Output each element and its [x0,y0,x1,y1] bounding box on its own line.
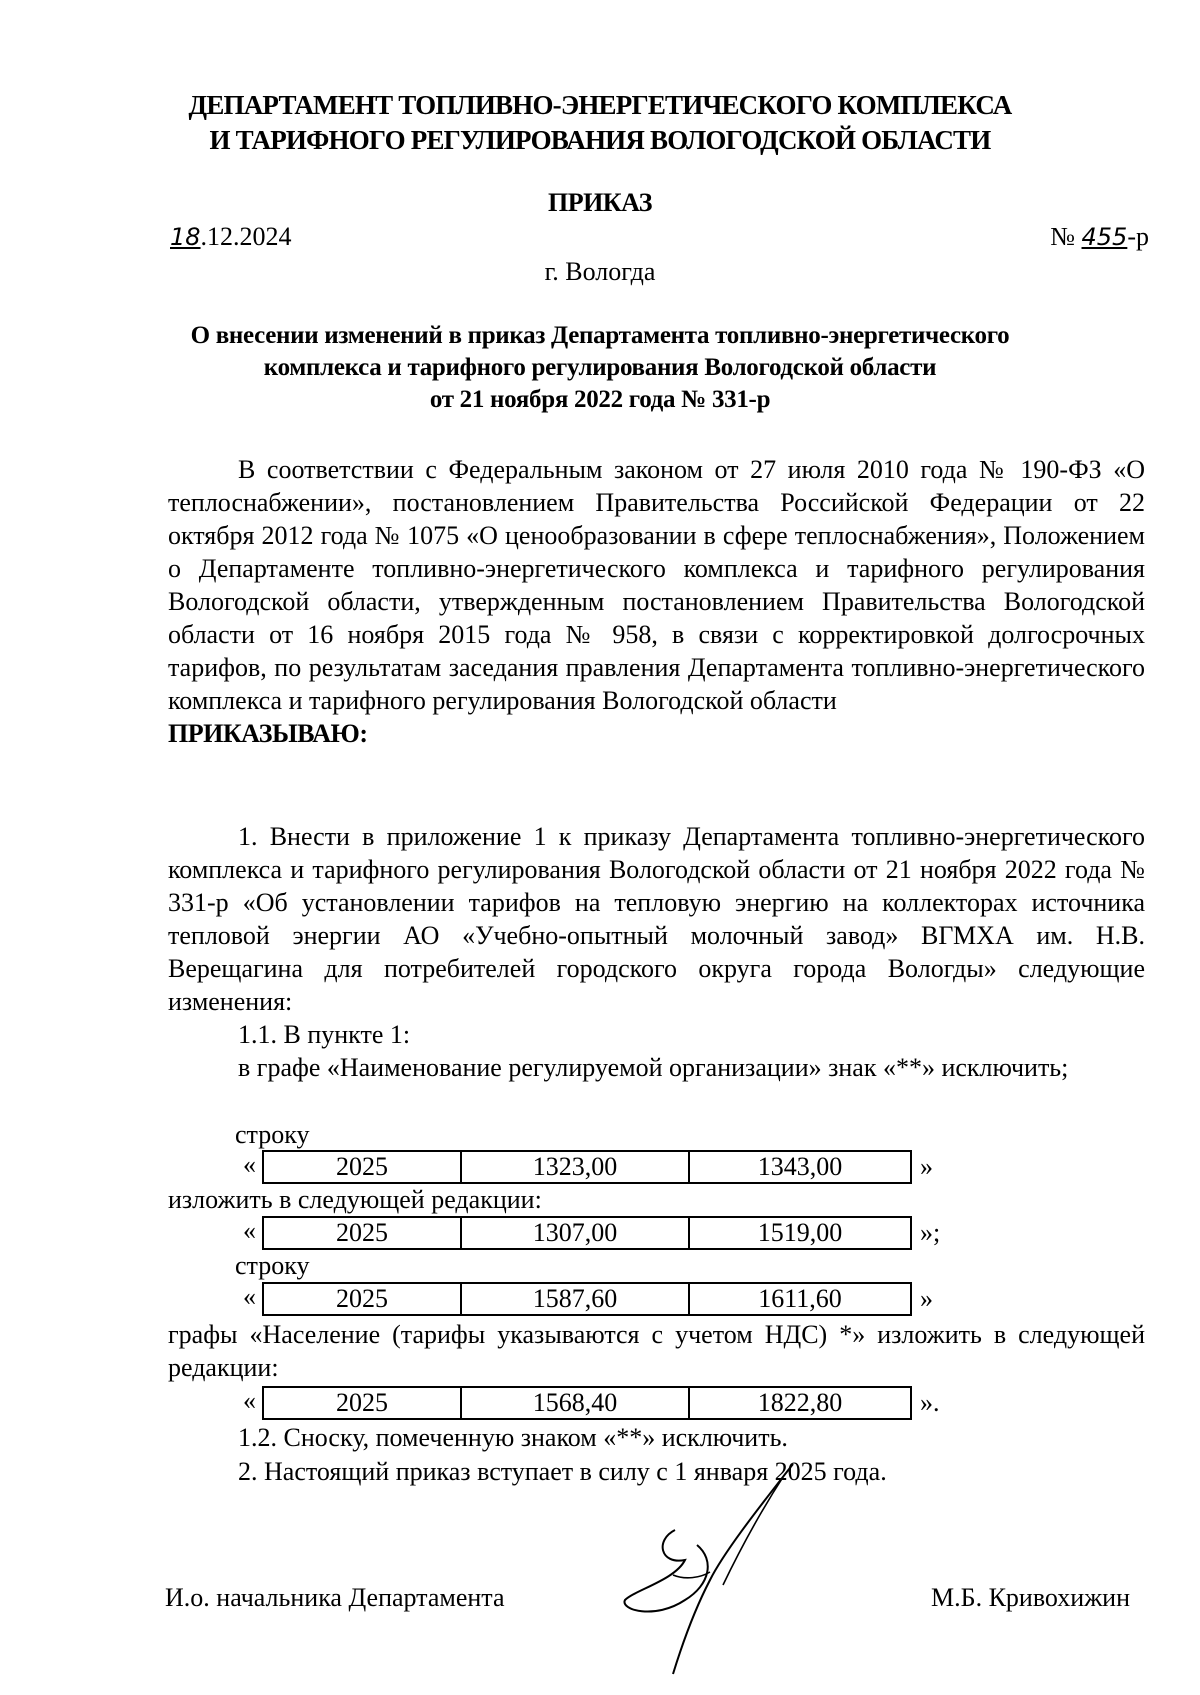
cell-value-2: 1343,00 [689,1151,911,1183]
quote-close: »; [920,1218,941,1247]
date-day-handwritten: 18 [170,223,201,251]
graph-text-block [168,1318,1145,1384]
order-word: ПРИКАЗЫВАЮ: [168,719,368,748]
cell-year: 2025 [263,1283,461,1315]
signatory-name: М.Б. Кривохижин [931,1583,1130,1612]
row-label-2: строку [235,1251,310,1280]
header-line-1: ДЕПАРТАМЕНТ ТОПЛИВНО-ЭНЕРГЕТИЧЕСКОГО КОМПЛЕКСА [188,90,1012,120]
tariff-row-new-2 [262,1386,912,1420]
city: г. Вологда [544,257,656,286]
cell-value-2: 1519,00 [689,1217,911,1249]
graph-text: графы «Население (тарифы указываются с учетом НДС) *» изложить в следующей редакции: [168,1320,1145,1382]
cell-value-1: 1587,60 [461,1283,689,1315]
cell-value-2: 1822,80 [689,1387,911,1419]
number-suffix: -р [1127,222,1149,251]
quote-open: « [243,1150,256,1179]
quote-open: « [243,1386,256,1415]
number-value-handwritten: 455 [1081,223,1128,251]
cell-value-1: 1568,40 [461,1387,689,1419]
order-label: ПРИКАЗ [547,188,653,217]
quote-close: » [920,1152,933,1181]
header-line-2: И ТАРИФНОГО РЕГУЛИРОВАНИЯ ВОЛОГОДСКОЙ ОБЛАСТИ [209,125,991,155]
item-2: 2. Настоящий приказ вступает в силу с 1 января 2025 года. [238,1457,887,1486]
item-1 [168,820,1145,1084]
item-1-1-text: в графе «Наименование регулируемой организации» знак «**» исключить; [238,1053,1069,1082]
item-1-2: 1.2. Сноску, помеченную знаком «**» исключить. [238,1423,788,1452]
cell-value-1: 1323,00 [461,1151,689,1183]
order-number [1050,222,1149,252]
order-date [170,222,292,252]
quote-open: « [243,1282,256,1311]
row-label-new-1: изложить в следующей редакции: [168,1185,542,1214]
cell-value-2: 1611,60 [689,1283,911,1315]
cell-value-1: 1307,00 [461,1217,689,1249]
cell-year: 2025 [263,1151,461,1183]
row-label-1: строку [235,1120,310,1149]
quote-close: » [920,1284,933,1313]
item-1-text: 1. Внести в приложение 1 к приказу Департамента топливно-энергетического комплекса и тарифного регулирования Вологодской области от 21 ноября 2022 года № 331-р «Об установлении тарифов на тепловую энергию на коллекторах источника тепловой энергии АО «Учебно-опытный молочный завод» ВГМХА им. Н.В. Верещагина для потребителей городского округа города Вологды» следующие изменения: [168,822,1145,1016]
tariff-row-new-1 [262,1216,912,1250]
number-prefix: № [1050,222,1082,251]
item-1-1: 1.1. В пункте 1: [238,1020,411,1049]
tariff-row-old-1 [262,1150,912,1184]
handwritten-signature [615,1460,815,1685]
title-line-3: от 21 ноября 2022 года № 331-р [429,386,771,413]
signatory-title: И.о. начальника Департамента [165,1583,505,1612]
preamble [168,453,1145,750]
title-line-2: комплекса и тарифного регулирования Вологодской области [263,354,937,381]
cell-year: 2025 [263,1217,461,1249]
document-title [0,320,1200,416]
cell-year: 2025 [263,1387,461,1419]
quote-close: ». [920,1388,940,1417]
signature-icon [615,1460,815,1680]
preamble-text: В соответствии с Федеральным законом от 27 июля 2010 года № 190-ФЗ «О теплоснабжении», постановлением Правительства Российской Федерации от 22 октября 2012 года № 1075 «О ценообразовании в сфере теплоснабжения», Положением о Департаменте топливно-энергетического комплекса и тарифного регулирования Вологодской области, утвержденным постановлением Правительства Вологодской области от 16 ноября 2015 года № 958, в связи с корректировкой долгосрочных тарифов, по результатам заседания правления Департамента топливно-энергетического комплекса и тарифного регулирования Вологодской области [168,455,1145,715]
date-rest: .12.2024 [200,222,292,251]
quote-open: « [243,1216,256,1245]
department-header [0,88,1200,158]
tariff-row-old-2 [262,1282,912,1316]
title-line-1: О внесении изменений в приказ Департамента топливно-энергетического [190,322,1010,349]
